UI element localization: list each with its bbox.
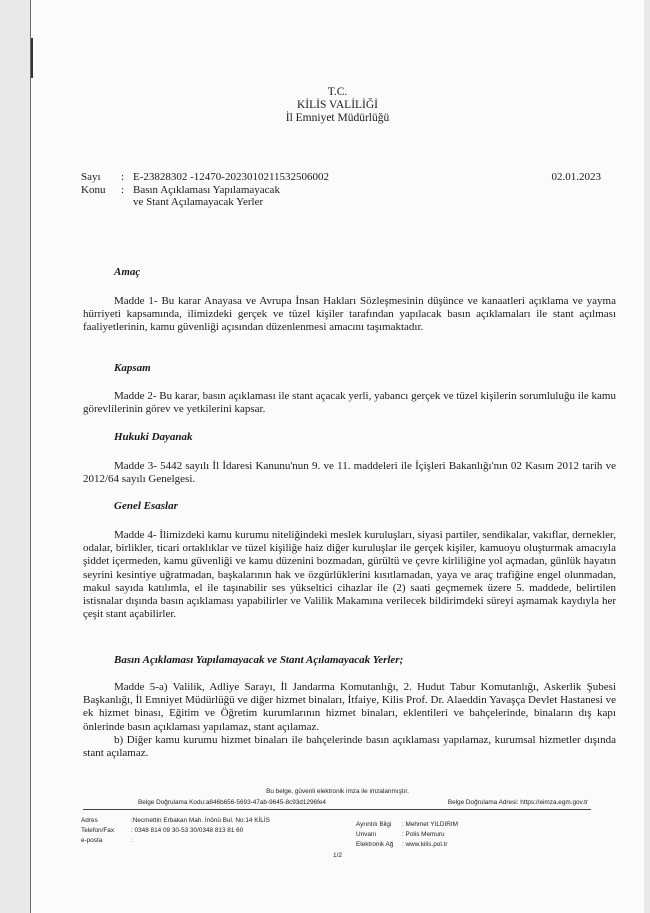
amac-heading: Amaç [114,266,141,278]
verify-code: Belge Doğrulama Kodu:a846b656-5693-47ab-9645-8c93d1296fe4 [138,799,326,806]
sayi-label: Sayı [81,171,101,183]
tel-label: Telefon/Fax [81,827,115,834]
ag-value: : www.kilis.pol.tr [402,841,448,848]
bilgi-value: : Mehmet YILDIRIM [402,821,458,828]
document-page [30,0,644,913]
adres-label: Adres [81,817,98,824]
unvan-label: Unvanı [356,831,377,838]
letterhead-valilik: KİLİS VALİLİĞİ [296,99,379,111]
hukuki-paragraph: Madde 3- 5442 sayılı İl İdaresi Kanunu'nun 9. ve 11. maddeleri ile İçişleri Bakanlığı'nın 02 Kasım 2012 tarih ve 2012/64 sayılı Genelgesi. [83,460,616,486]
konu-label: Konu [81,183,106,196]
document-date: 02.01.2023 [551,171,601,183]
letterhead-mudurluk: İl Emniyet Müdürlüğü [285,112,390,124]
esign-note: Bu belge, güvenli elektronik imza ile imzalanmıştır. [266,788,409,795]
kapsam-paragraph: Madde 2- Bu karar, basın açıklaması ile stant açacak yerli, yabancı gerçek ve tüzel kişilerin sorumluluğu ile kamu görevlilerinin görev ve yetkilerini kapsar. [83,390,616,416]
page-number: 1/2 [333,852,342,859]
unvan-value: : Polis Memuru [402,831,445,838]
document-meta [81,171,601,209]
basin-heading: Basın Açıklaması Yapılamayacak ve Stant Açılamayacak Yerler; [114,654,404,666]
eposta-label: e-posta [81,837,103,844]
kapsam-heading: Kapsam [114,362,151,374]
genel-heading: Genel Esaslar [114,500,178,512]
hukuki-heading: Hukuki Dayanak [114,431,193,443]
amac-paragraph: Madde 1- Bu karar Anayasa ve Avrupa İnsan Hakları Sözleşmesinin düşünce ve kanaatleri açıklama ve yayma hürriyeti kapsamında, ilimizdeki gerçek ve tüzel kişiler tarafından yapılacak basın açıklamaları ile stant açılması faaliyetlerinin, kamu güvenliği açısından düzenlenmesi amacını taşımaktadır. [83,295,616,334]
verify-address: Belge Doğrulama Adresi: https://eimza.egm.gov.tr [447,799,588,806]
sayi-colon: : [121,171,125,183]
letterhead [31,86,644,125]
konu-line-2: ve Stant Açılamayacak Yerler [133,196,264,208]
bilgi-label: Ayrıntılı Bilgi [356,821,392,828]
page-edge-mark [31,38,33,78]
letterhead-tc: T.C. [327,86,348,98]
tel-value: : 0348 814 09 30-53 30/0348 813 81 60 [131,827,244,834]
konu-colon: : [121,183,125,196]
basin-paragraph-b: b) Diğer kamu kurumu hizmet binaları ile bahçelerinde basın açıklaması yapılamaz, kurumsal hizmetler dışında stant açılamaz. [83,734,616,760]
basin-paragraph-a: Madde 5-a) Valilik, Adliye Sarayı, İl Jandarma Komutanlığı, 2. Hudut Tabur Komutanlığı, Askerlik Şubesi Başkanlığı, İl Emniyet Müdürlüğü ve diğer hizmet binaları, İtfaiye, Kilis Prof. Dr. Alaeddin Yavaşça Devlet Hastanesi ve ek hizmet binası, Eğitim ve Öğretim kurumlarının hizmet binaları, eklentileri ve bahçelerinde, binaların dış kapı önlerinde basın açıklaması yapılamaz, stant açılamaz. [83,681,616,733]
ag-label: Elektronik Ağ [356,841,394,848]
genel-paragraph: Madde 4- İlimizdeki kamu kurumu niteliğindeki meslek kuruluşları, siyasi partiler, sendikalar, vakıflar, dernekler, odalar, birlikler, ticari ortaklıklar ve tüzel kişiliğe haiz diğer kuruluşlar ile gerçek kişiler, kamuoyu oluşturmak amacıyla şiddet içermeden, kamu güvenliği ve kamu düzenini bozmadan, gürültü ve çevre kirliliğine yol açmadan, günlük hayatın seyrini kesintiye uğratmadan, başkalarının hak ve özgürlüklerini kısıtlamadan, yaya ve araç trafiğine engel olunmadan, makul sayıda katılımla, el ile taşınabilir ses yükseltici cihazlar ile (2) saati geçmemek üzere 5. maddede, belirtilen istisnalar dışında basın açıklaması yapabilirler ve Valilik Makamına verilecek bildirimdeki süreyi aşmamak kaydıyla her çeşit stant açabilirler. [83,529,616,621]
konu-line-1: Basın Açıklaması Yapılamayacak [133,183,280,196]
footer-divider [83,809,591,810]
adres-value: :Necmettin Erbakan Mah. İnönü Bul. No:14 KİLİS [131,817,270,824]
eposta-value: : [131,837,133,844]
sayi-value: E-23828302 -12470-20230102115325060​02 [133,171,330,183]
